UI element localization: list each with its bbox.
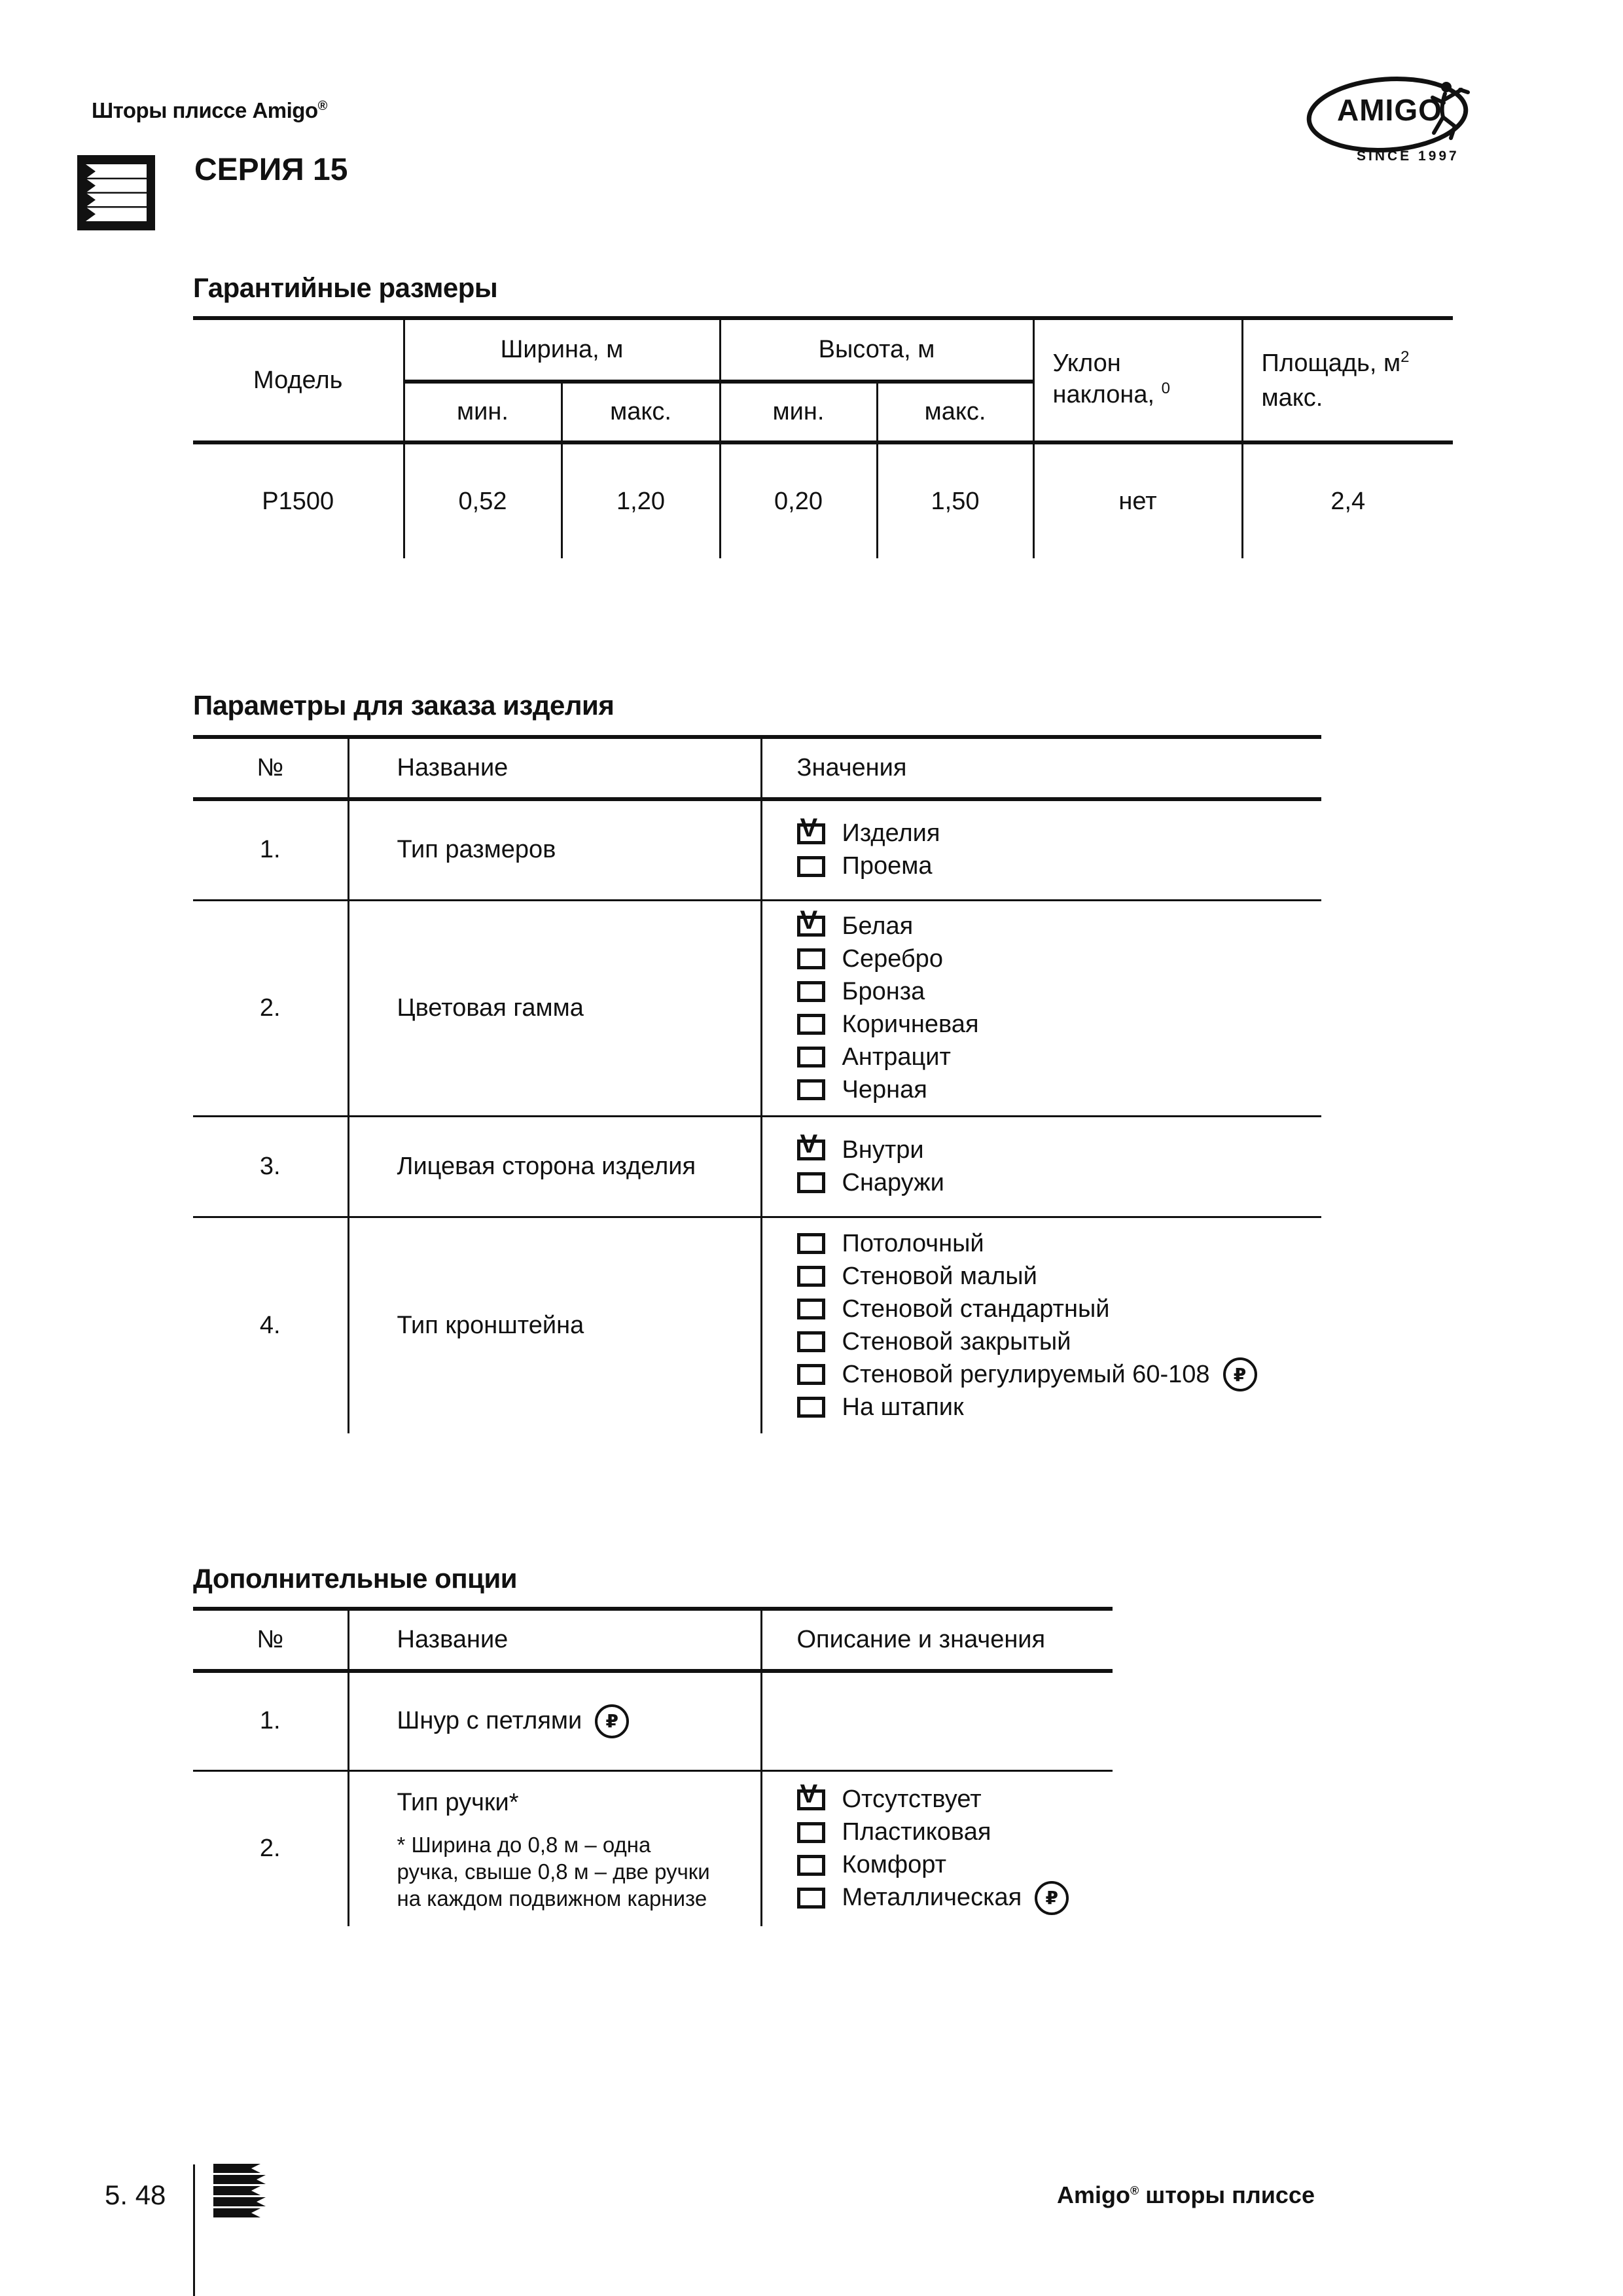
option-name (348, 1671, 761, 1770)
row-number: 1. (193, 799, 348, 900)
option-label: На штапик (842, 1393, 964, 1421)
square-sup: 2 (1400, 348, 1410, 366)
table-row (193, 1116, 1321, 1217)
option (797, 906, 1322, 942)
table-row (193, 1770, 1113, 1926)
option-label: Отсутствует (842, 1785, 982, 1814)
footer-brand-name: Amigo (1057, 2181, 1130, 2208)
slope-line2: наклона, (1052, 380, 1155, 408)
row-number: 2. (259, 1835, 281, 1863)
row-number: 1. (193, 1671, 348, 1770)
checkbox[interactable] (797, 906, 825, 937)
table-header-row (193, 737, 1321, 799)
area-line2: макс. (1261, 384, 1323, 412)
table-row (193, 1671, 1113, 1770)
area-line1: Площадь, м (1261, 349, 1401, 377)
checkbox[interactable] (797, 1364, 825, 1385)
table-row (193, 442, 1453, 558)
checkbox[interactable] (797, 1266, 825, 1287)
option-label: Белая (842, 912, 914, 940)
param-values (761, 900, 1321, 1116)
option-label: Комфорт (842, 1851, 946, 1879)
table-row (193, 900, 1321, 1116)
checkbox[interactable] (797, 1014, 825, 1035)
degree-sup: 0 (1161, 379, 1171, 397)
checkbox[interactable] (797, 1299, 825, 1319)
warranty-section-title: Гарантийные размеры (193, 272, 498, 303)
check-icon: V (800, 813, 818, 842)
option (797, 1227, 1322, 1260)
table-row (193, 799, 1321, 900)
option (797, 813, 1322, 850)
slope-value: нет (1033, 442, 1242, 558)
ruble-paid-icon: ₽ (595, 1704, 629, 1738)
option (797, 1816, 1113, 1849)
checkbox[interactable] (797, 813, 825, 844)
option-label: Стеновой стандартный (842, 1295, 1110, 1323)
checkbox[interactable] (797, 1331, 825, 1352)
width-max-value: 1,20 (562, 442, 720, 558)
logo-word: AMIGO (1337, 93, 1442, 127)
option (797, 1849, 1113, 1882)
footer-pleat-icon (213, 2164, 267, 2217)
warranty-table (193, 316, 1453, 558)
row-number: 4. (259, 1311, 281, 1339)
checkbox[interactable] (797, 1397, 825, 1418)
param-values (761, 1116, 1321, 1217)
check-icon: V (800, 1779, 818, 1808)
option (797, 1293, 1322, 1325)
extra-options-table (193, 1607, 1113, 1926)
option (797, 1358, 1322, 1391)
ruble-paid-icon: ₽ (1223, 1357, 1257, 1391)
option-label: Стеновой малый (842, 1262, 1037, 1290)
checkbox[interactable] (797, 1172, 825, 1193)
name-column-header: Название (348, 737, 761, 799)
option (797, 1882, 1113, 1914)
option-label: Проема (842, 852, 933, 880)
col-slope-header (1033, 318, 1242, 442)
ruble-paid-icon: ₽ (1035, 1881, 1069, 1915)
height-max-header: макс. (877, 382, 1033, 442)
registered-mark: ® (1130, 2184, 1139, 2197)
registered-mark: ® (317, 99, 327, 113)
extra-options-section-title: Дополнительные опции (193, 1563, 518, 1594)
option (797, 1779, 1113, 1816)
checkbox[interactable] (797, 1233, 825, 1254)
series-title: СЕРИЯ 15 (194, 152, 348, 187)
option (797, 1073, 1322, 1106)
order-params-table (193, 735, 1321, 1433)
option-name-label: Тип ручки* (397, 1788, 519, 1816)
row-number: 3. (193, 1116, 348, 1217)
values-column-header: Значения (761, 737, 1321, 799)
option-label: Изделия (842, 819, 940, 848)
pleated-blind-icon (77, 155, 155, 230)
option-label: Черная (842, 1075, 927, 1103)
option (797, 1008, 1322, 1041)
table-row (193, 318, 1453, 382)
option (797, 1130, 1322, 1166)
option-values (761, 1770, 1113, 1926)
slope-line1: Уклон (1052, 349, 1121, 377)
footer-brand-rest: шторы плиссе (1139, 2181, 1315, 2208)
option (797, 1325, 1322, 1358)
amigo-logo (1299, 69, 1522, 180)
checkbox[interactable] (797, 981, 825, 1002)
col-width-header: Ширина, м (404, 318, 720, 382)
option-label: Металлическая (842, 1884, 1022, 1912)
col-area-header (1242, 318, 1453, 442)
option (797, 1166, 1322, 1199)
checkbox[interactable] (797, 948, 825, 969)
footer-brand (1057, 2181, 1315, 2209)
option (797, 942, 1322, 975)
page-header-brand-text: Шторы плиссе Amigo (92, 98, 318, 122)
option-name (348, 1770, 761, 1926)
option-label: Бронза (842, 977, 925, 1005)
option-label: Коричневая (842, 1010, 979, 1038)
option-label: Антрацит (842, 1043, 951, 1071)
col-model-header: Модель (193, 318, 404, 442)
width-max-header: макс. (562, 382, 720, 442)
option-label: Пластиковая (842, 1818, 991, 1846)
option-name-label: Шнур с петлями (397, 1707, 582, 1735)
height-min-value: 0,20 (720, 442, 877, 558)
checkbox[interactable] (797, 856, 825, 877)
checkbox[interactable] (797, 1855, 825, 1876)
logo-since-text: SINCE 1997 (1357, 149, 1459, 164)
option (797, 975, 1322, 1008)
param-name: Тип размеров (348, 799, 761, 900)
table-row (193, 1217, 1321, 1433)
row-number: 2. (193, 900, 348, 1116)
col-height-header: Высота, м (720, 318, 1033, 382)
option-label: Серебро (842, 944, 943, 973)
check-icon: V (800, 1130, 818, 1158)
param-values (761, 799, 1321, 900)
height-max-value: 1,50 (877, 442, 1033, 558)
width-min-header: мин. (404, 382, 562, 442)
option-label: Стеновой закрытый (842, 1327, 1071, 1355)
page-number: 5. 48 (105, 2179, 166, 2210)
values-column-header: Описание и значения (761, 1609, 1113, 1671)
num-column-header: № (193, 737, 348, 799)
option (797, 850, 1322, 883)
option-label: Потолочный (842, 1229, 984, 1257)
check-icon: V (800, 906, 818, 935)
option (797, 1391, 1322, 1424)
param-name: Лицевая сторона изделия (348, 1116, 761, 1217)
param-name: Цветовая гамма (348, 900, 761, 1116)
option (797, 1041, 1322, 1073)
name-column-header: Название (348, 1609, 761, 1671)
checkbox[interactable] (797, 1130, 825, 1160)
width-min-value: 0,52 (404, 442, 562, 558)
option-label: Снаружи (842, 1168, 944, 1196)
param-name: Тип кронштейна (348, 1217, 761, 1433)
area-value: 2,4 (1242, 442, 1453, 558)
footer-divider (193, 2164, 195, 2296)
num-column-header: № (193, 1609, 348, 1671)
order-params-section-title: Параметры для заказа изделия (193, 690, 615, 721)
checkbox[interactable] (797, 1822, 825, 1843)
checkbox[interactable] (797, 1779, 825, 1810)
option-label: Стеновой регулируемый 60-108 (842, 1360, 1210, 1388)
checkbox[interactable] (797, 1047, 825, 1067)
page-header-brand (92, 98, 327, 123)
option-label: Внутри (842, 1136, 924, 1164)
table-header-row (193, 1609, 1113, 1671)
model-value: P1500 (262, 487, 334, 515)
checkbox[interactable] (797, 1079, 825, 1100)
option-values (761, 1671, 1113, 1770)
option (797, 1260, 1322, 1293)
param-values (761, 1217, 1321, 1433)
option-footnote: * Ширина до 0,8 м – одна ручка, свыше 0,8 м – две ручки на каждом подвижном карнизе (397, 1832, 710, 1910)
checkbox[interactable] (797, 1888, 825, 1909)
height-min-header: мин. (720, 382, 877, 442)
